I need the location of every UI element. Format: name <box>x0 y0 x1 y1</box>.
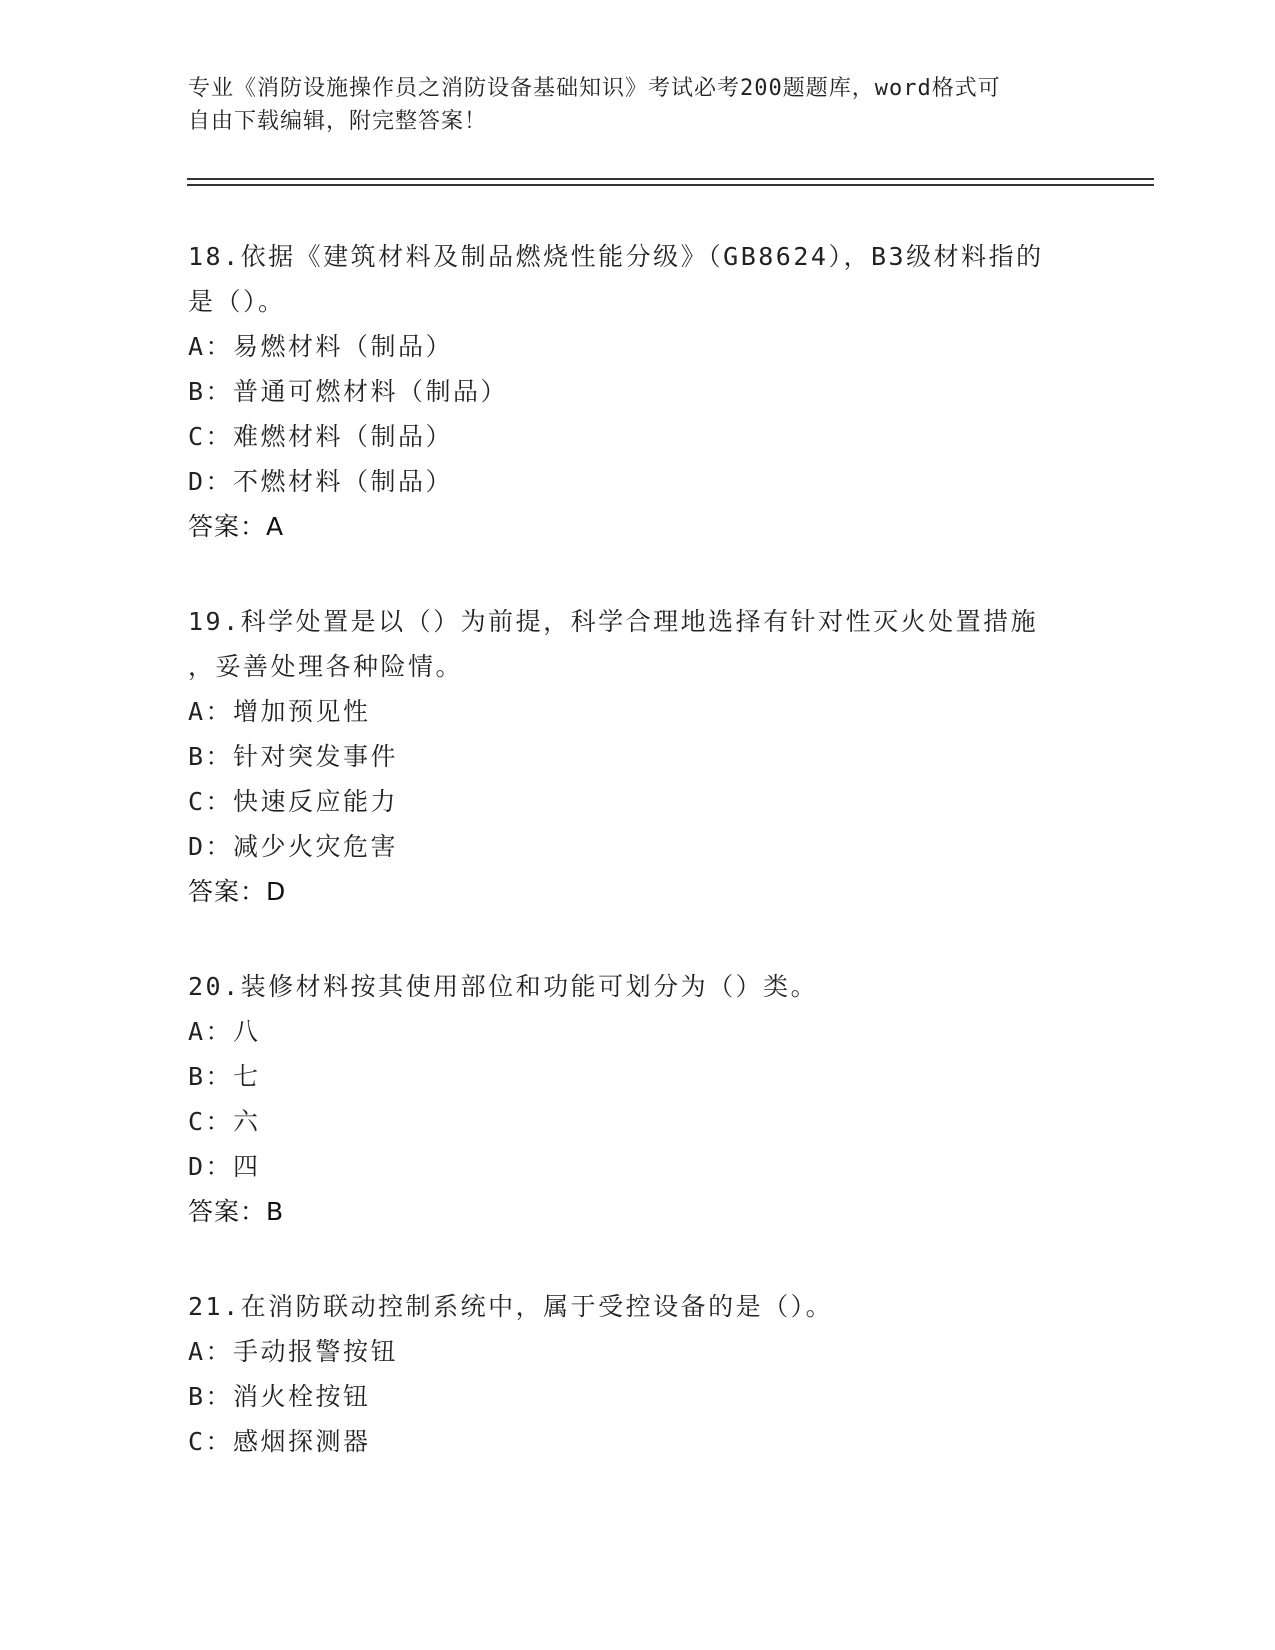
option-b: B：普通可燃材料（制品） <box>188 377 509 406</box>
question-stem: 是（）。 <box>188 287 286 316</box>
answer: 答案：A <box>188 512 285 541</box>
option-a: A：八 <box>188 1017 261 1046</box>
header-line-1: 专业《消防设施操作员之消防设备基础知识》考试必考200题题库，word格式可 <box>188 76 1001 101</box>
header-divider-top <box>187 178 1154 180</box>
question-18 <box>188 234 1088 549</box>
option-d: D：减少火灾危害 <box>188 832 399 861</box>
question-19 <box>188 599 1088 914</box>
document-header <box>188 72 1088 138</box>
question-stem: ，妥善处理各种险情。 <box>188 652 464 681</box>
option-c: C：六 <box>188 1107 261 1136</box>
header-divider-bottom <box>187 184 1154 186</box>
answer: 答案：B <box>188 1197 285 1226</box>
question-stem: 18.依据《建筑材料及制品燃烧性能分级》（GB8624），B3级材料指的 <box>188 242 1044 271</box>
question-stem: 21.在消防联动控制系统中，属于受控设备的是（）。 <box>188 1292 834 1321</box>
option-d: D：不燃材料（制品） <box>188 467 454 496</box>
option-c: C：快速反应能力 <box>188 787 399 816</box>
option-a: A：易燃材料（制品） <box>188 332 454 361</box>
question-stem: 20.装修材料按其使用部位和功能可划分为（）类。 <box>188 972 819 1001</box>
header-line-2: 自由下载编辑，附完整答案！ <box>188 109 488 134</box>
option-b: B：针对突发事件 <box>188 742 399 771</box>
option-c: C：感烟探测器 <box>188 1427 371 1456</box>
option-d: D：四 <box>188 1152 261 1181</box>
question-20 <box>188 964 1088 1234</box>
option-b: B：消火栓按钮 <box>188 1382 371 1411</box>
question-21 <box>188 1284 1088 1464</box>
option-c: C：难燃材料（制品） <box>188 422 454 451</box>
answer: 答案：D <box>188 877 287 906</box>
option-a: A：增加预见性 <box>188 697 371 726</box>
option-b: B：七 <box>188 1062 261 1091</box>
question-stem: 19.科学处置是以（）为前提，科学合理地选择有针对性灭火处置措施 <box>188 607 1039 636</box>
option-a: A：手动报警按钮 <box>188 1337 399 1366</box>
